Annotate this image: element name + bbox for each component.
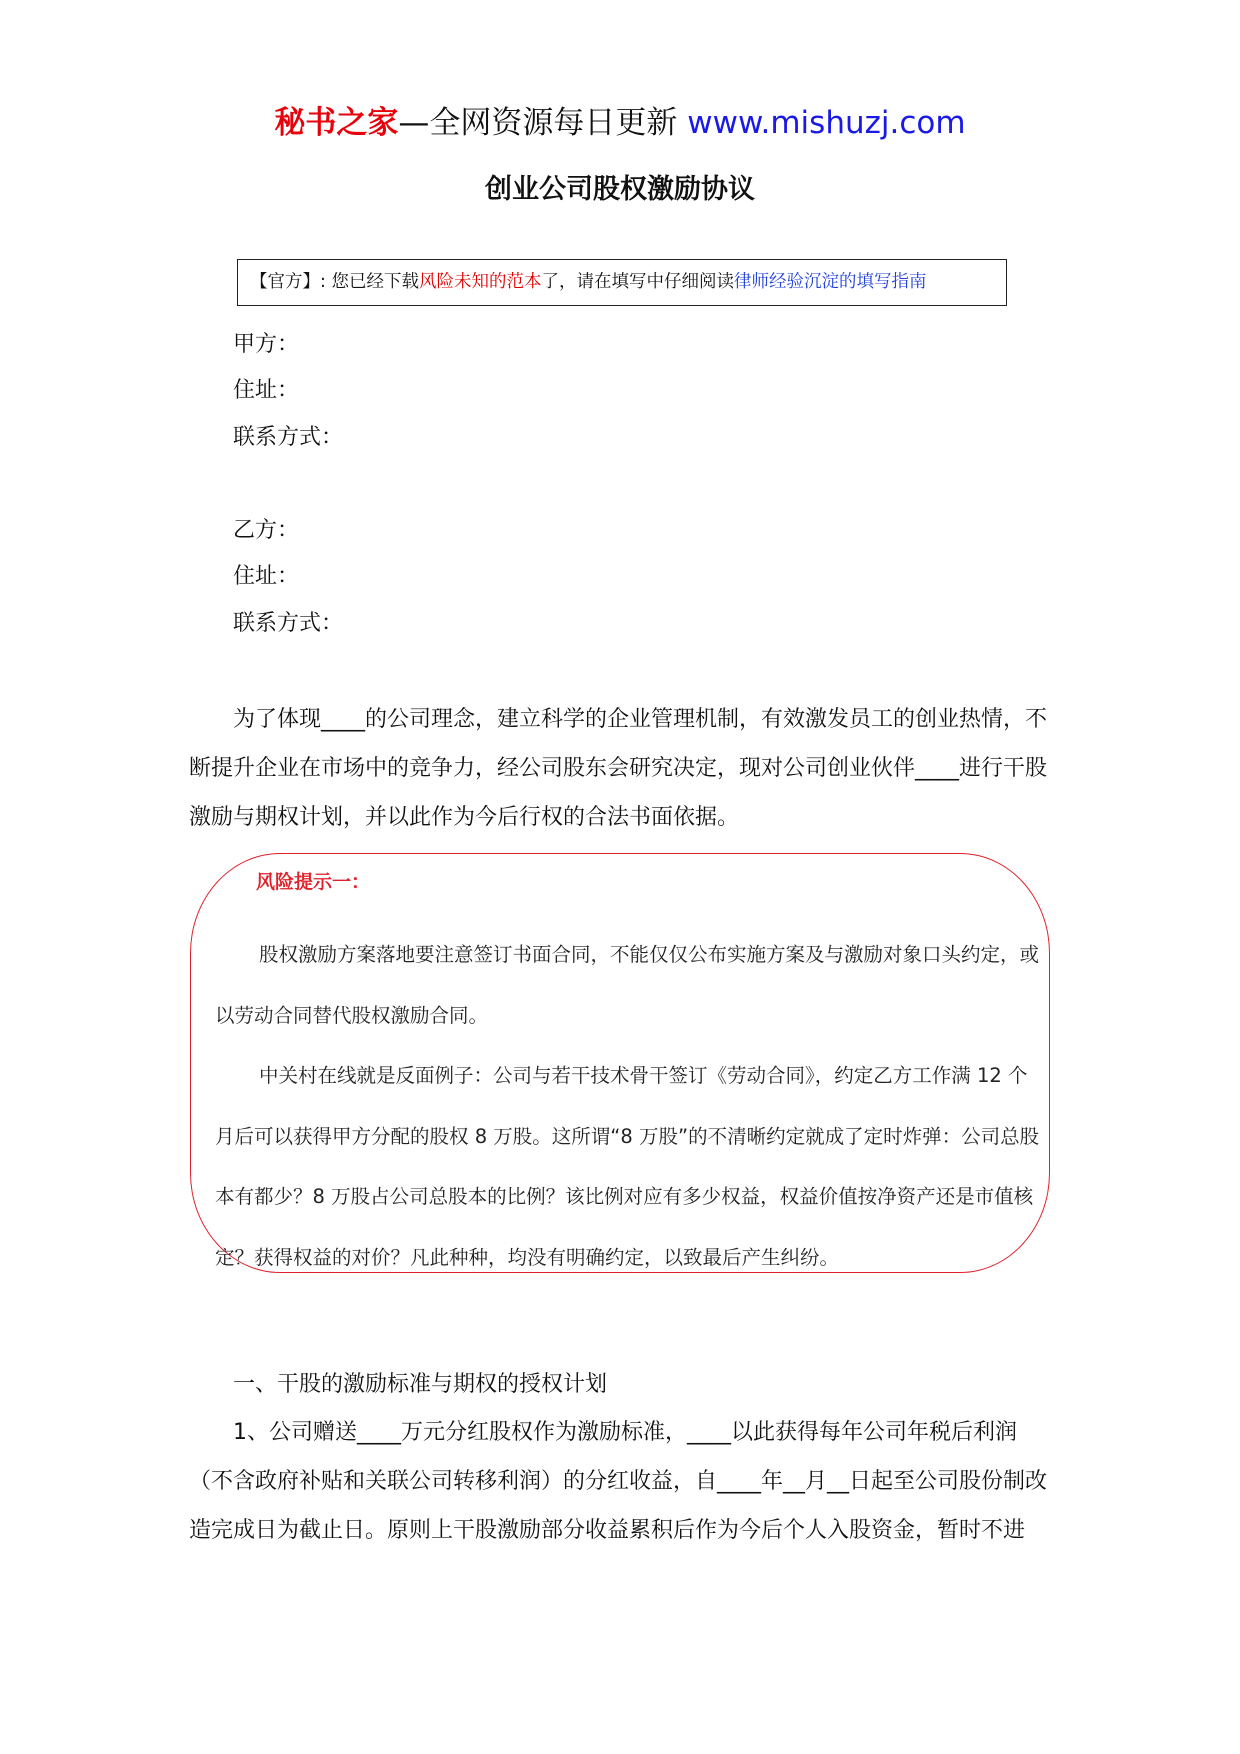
section-1-clause-1 (189, 1408, 1055, 1555)
party-b-address-label: 住址： (233, 564, 300, 589)
risk-tip-body (215, 925, 1040, 1288)
risk-tip-paragraph-1: 股权激励方案落地要注意签订书面合同，不能仅仅公布实施方案及与激励对象口头约定，或以劳动合同替代股权激励合同。 (215, 943, 1040, 1027)
official-notice-box (237, 259, 1007, 306)
risk-tip-paragraph-2: 中关村在线就是反面例子：公司与若干技术骨干签订《劳动合同》，约定乙方工作满 12 个月后可以获得甲方分配的股权 8 万股。这所谓“8 万股”的不清晰约定就成了定时炸弹：公司总股本有都少？8 万股占公司总股本的比例？该比例对应有多少权益，权益价值按净资产还是市值核定？获得权益的对价？凡此种种，均没有明确约定，以致最后产生纠纷。 (215, 1064, 1040, 1269)
clause-1-text: 1、公司赠送____万元分红股权作为激励标准，____以此获得每年公司年税后利润（不含政府补贴和关联公司转移利润）的分红收益，自____年__月__日起至公司股份制改造完成日为截止日。原则上干股激励部分收益累积后作为今后个人入股资金，暂时不进 (189, 1420, 1048, 1543)
preamble-text: 为了体现____的公司理念，建立科学的企业管理机制，有效激发员工的创业热情，不断提升企业在市场中的竞争力，经公司股东会研究决定，现对公司创业伙伴____进行干股激励与期权计划，并以此作为今后行权的合法书面依据。 (189, 707, 1048, 830)
site-url-link[interactable]: www.mishuzj.com (687, 105, 966, 141)
document-title: 创业公司股权激励协议 (485, 174, 755, 205)
notice-middle: 了，请在填写中仔细阅读 (541, 272, 734, 292)
party-a-address-label: 住址： (233, 378, 300, 403)
notice-risk-text: 风险未知的范本 (418, 272, 542, 292)
party-a-contact-label: 联系方式： (233, 425, 344, 450)
notice-guide-link[interactable]: 律师经验沉淀的填写指南 (733, 272, 927, 292)
site-slogan: —全网资源每日更新 (398, 105, 688, 141)
party-b-name-label: 乙方： (233, 518, 300, 543)
site-header (0, 103, 1240, 143)
section-1-title: 一、干股的激励标准与期权的授权计划 (233, 1372, 608, 1397)
party-b-contact-label: 联系方式： (233, 611, 344, 636)
site-brand: 秘书之家 (274, 105, 399, 141)
notice-prefix: 【官方】: 您已经下载 (250, 272, 419, 292)
party-a-name-label: 甲方： (233, 332, 300, 357)
preamble-paragraph (189, 695, 1055, 842)
risk-tip-title: 风险提示一： (256, 871, 371, 893)
